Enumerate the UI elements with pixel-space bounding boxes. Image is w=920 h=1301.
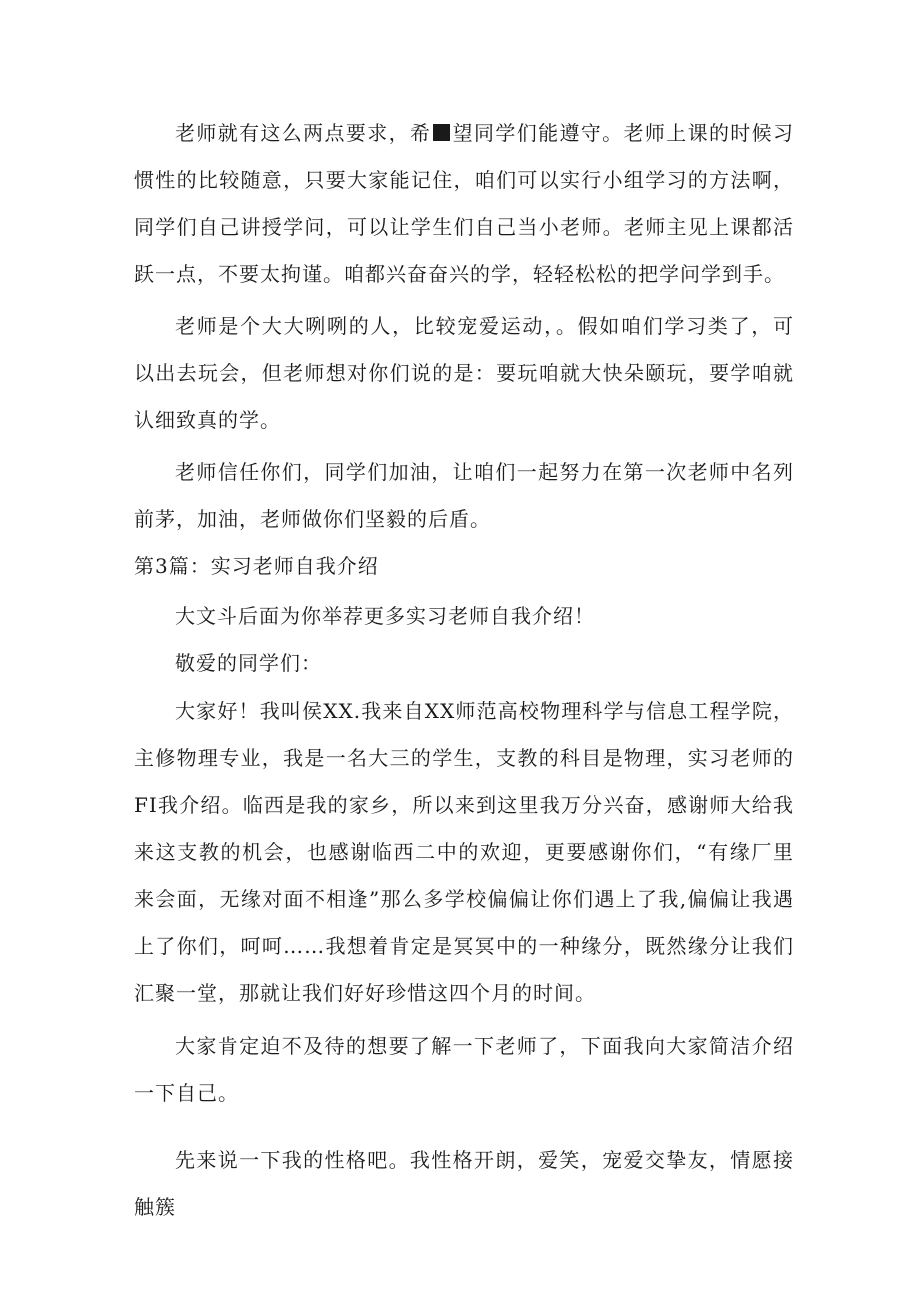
paragraph-encouragement: 老师信任你们，同学们加油，让咱们一起努力在第一次老师中名列前茅，加油，老师做你们坚毅的后盾。 xyxy=(134,460,794,531)
paragraph-recommendation: 大文斗后面为你举荐更多实习老师自我介绍！ xyxy=(175,604,595,628)
black-square-mark xyxy=(433,124,450,141)
paragraph-personality: 先来说一下我的性格吧。我性格开朗，爱笑，宠爱交挚友，情愿接触簇 xyxy=(134,1148,794,1219)
paragraph-transition: 大家肯定迫不及待的想要了解一下老师了，下面我向大家简洁介绍一下自己。 xyxy=(134,1034,794,1105)
paragraph-requirements-text-start: 老师就有这么两点要求，希 xyxy=(175,121,432,145)
paragraph-teacher-personality: 老师是个大大咧咧的人，比较宠爱运动，。假如咱们学习类了，可以出去玩会，但老师想对你们说的是：要玩咱就大快朵颐玩，要学咱就认细致真的学。 xyxy=(134,314,794,432)
paragraph-salutation: 敬爱的同学们： xyxy=(175,651,322,675)
paragraph-self-introduction: 大家好！我叫侯XX.我来自XX师范高校物理科学与信息工程学院，主修物理专业，我是一名大三的学生，支教的科目是物理，实习老师的FI我介绍。临西是我的家乡，所以来到这里我万分兴奋，感谢师大给我来这支教的机会，也感谢临西二中的欢迎，更要感谢你们，“有缘厂里来会面，无缘对面不相逢”那么多学校偏偏让你们遇上了我,偏偏让我遇上了你们，呵呵……我想着肯定是冥冥中的一种缘分，既然缘分让我们汇聚一堂，那就让我们好好珍惜这四个月的时间。 xyxy=(134,699,794,1005)
paragraph-requirements xyxy=(134,110,794,298)
section-heading: 第3篇：实习老师自我介绍 xyxy=(134,554,379,578)
paragraph-requirements-text-end: 望同学们能遵守。老师上课的时候习惯性的比较随意，只要大家能记住，咱们可以实行小组学习的方法啊，同学们自己讲授学问，可以让学生们自己当小老师。老师主见上课都活跃一点，不要太拘谨。咱都兴奋奋兴的学，轻轻松松的把学问学到手。 xyxy=(134,121,795,286)
